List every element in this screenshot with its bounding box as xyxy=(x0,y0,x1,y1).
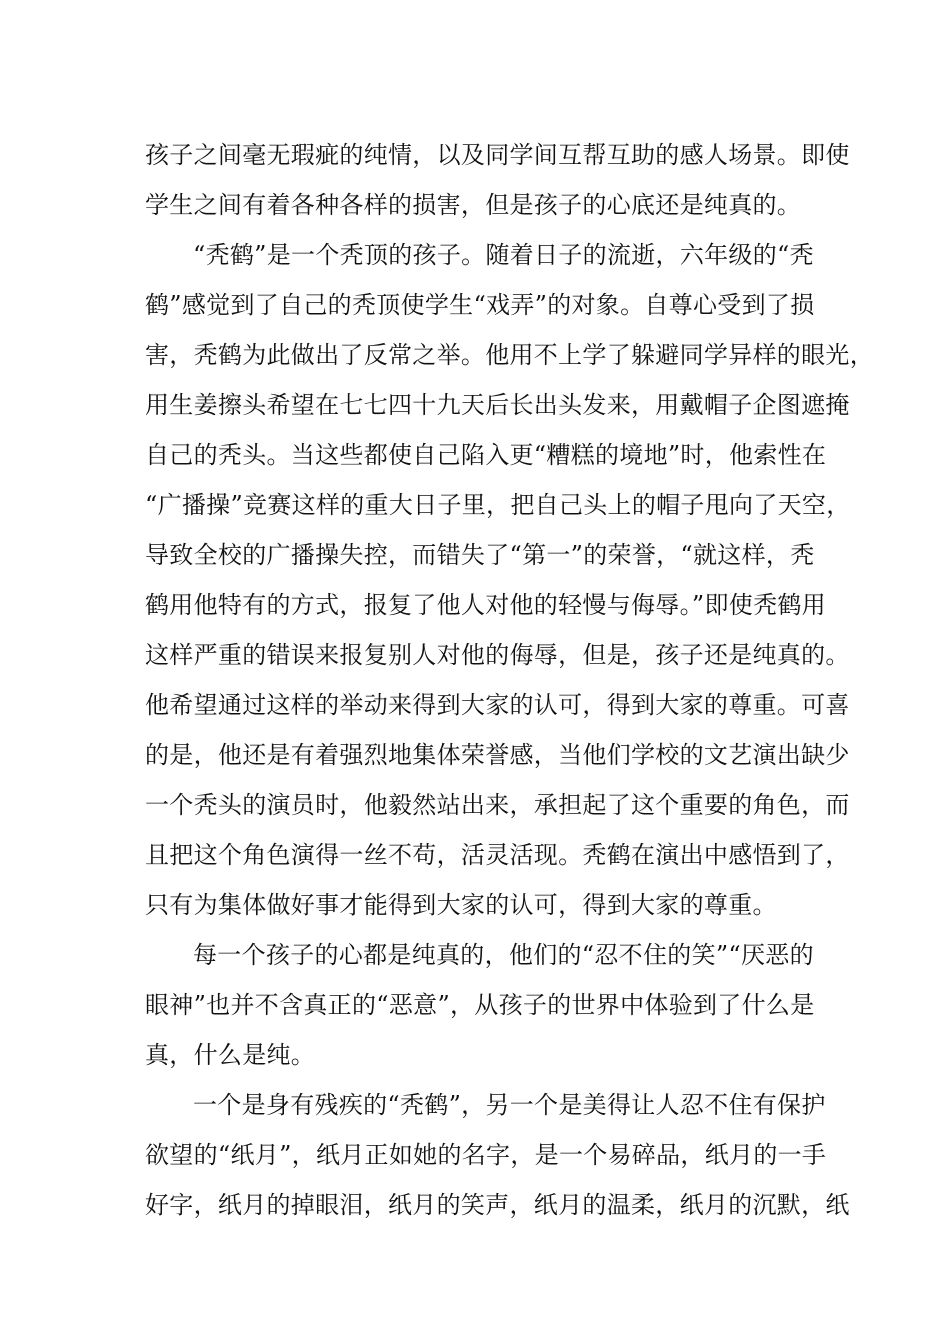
text-line: 眼神”也并不含真正的“恶意”，从孩子的世界中体验到了什么是 xyxy=(145,991,815,1019)
text-line: 孩子之间毫无瑕疵的纯情，以及同学间互帮互助的感人场景。即使 xyxy=(145,141,850,169)
text-line: 鹤”感觉到了自己的秃顶使学生“戏弄”的对象。自尊心受到了损 xyxy=(145,291,815,319)
paragraph-start-line: 一个是身有残疾的“秃鹤”，另一个是美得让人忍不住有保护 xyxy=(193,1091,826,1119)
text-line: 用生姜擦头希望在七七四十九天后长出头发来，用戴帽子企图遮掩 xyxy=(145,391,850,419)
text-line: 自己的秃头。当这些都使自己陷入更“糟糕的境地”时，他索性在 xyxy=(145,441,827,469)
text-line: 这样严重的错误来报复别人对他的侮辱，但是，孩子还是纯真的。 xyxy=(145,641,850,669)
text-line: 导致全校的广播操失控，而错失了“第一”的荣誉，“就这样，秃 xyxy=(145,541,815,569)
body-text xyxy=(145,130,874,1230)
text-line: 只有为集体做好事才能得到大家的认可，得到大家的尊重。 xyxy=(145,891,777,919)
text-line: 好字，纸月的掉眼泪，纸月的笑声，纸月的温柔，纸月的沉默，纸 xyxy=(145,1191,850,1219)
text-line: 鹤用他特有的方式，报复了他人对他的轻慢与侮辱。”即使秃鹤用 xyxy=(145,591,826,619)
text-line: “广播操”竞赛这样的重大日子里，把自己头上的帽子甩向了天空， xyxy=(145,491,851,519)
text-line: 且把这个角色演得一丝不苟，活灵活现。秃鹤在演出中感悟到了， xyxy=(145,841,850,869)
text-line: 害，秃鹤为此做出了反常之举。他用不上学了躲避同学异样的眼光， xyxy=(145,341,874,369)
paragraph-start-line: “秃鹤”是一个秃顶的孩子。随着日子的流逝，六年级的“秃 xyxy=(193,241,814,269)
text-line: 真，什么是纯。 xyxy=(145,1041,316,1069)
text-line: 他希望通过这样的举动来得到大家的认可，得到大家的尊重。可喜 xyxy=(145,691,850,719)
text-line: 欲望的“纸月”，纸月正如她的名字，是一个易碎品，纸月的一手 xyxy=(145,1141,827,1169)
text-line: 的是，他还是有着强烈地集体荣誉感，当他们学校的文艺演出缺少 xyxy=(145,741,850,769)
paragraph-start-line: 每一个孩子的心都是纯真的，他们的“忍不住的笑”“厌恶的 xyxy=(193,941,814,969)
text-line: 一个秃头的演员时，他毅然站出来，承担起了这个重要的角色，而 xyxy=(145,791,850,819)
text-line: 学生之间有着各种各样的损害，但是孩子的心底还是纯真的。 xyxy=(145,191,802,219)
